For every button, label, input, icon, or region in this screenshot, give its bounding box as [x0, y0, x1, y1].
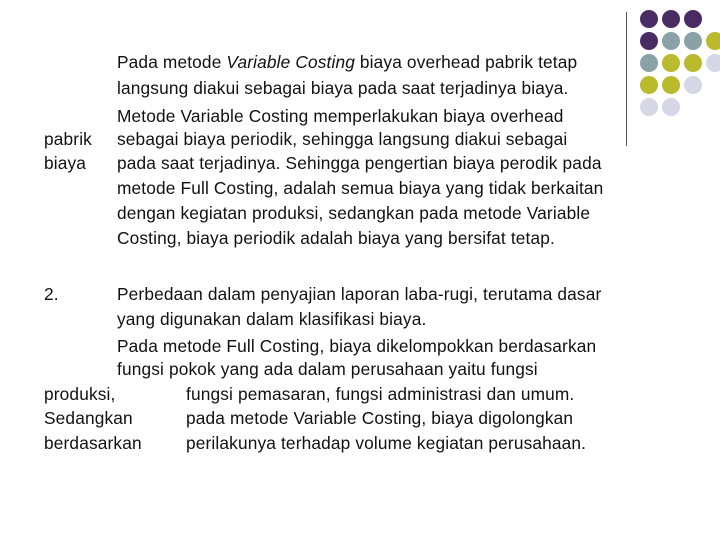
decorative-dot [662, 32, 680, 50]
decorative-dot [640, 54, 658, 72]
s1-line-8: Costing, biaya periodik adalah biaya yang bersifat tetap. [117, 228, 555, 248]
decorative-dot [662, 54, 680, 72]
decorative-dot [662, 10, 680, 28]
s1-line-5: pada saat terjadinya. Sehingga pengertian biaya perodik pada [117, 153, 602, 173]
s2-line-4: fungsi pokok yang ada dalam perusahaan yaitu fungsi [117, 359, 538, 379]
s2-line-6-lead: Sedangkan [44, 408, 133, 428]
s2-line-5: fungsi pemasaran, fungsi administrasi dan umum. [186, 384, 575, 404]
decorative-vertical-line [626, 12, 627, 146]
decorative-dot [684, 32, 702, 50]
s1-line-4: sebagai biaya periodik, sehingga langsung diakui sebagai [117, 129, 568, 149]
s1-line-2: langsung diakui sebagai biaya pada saat terjadinya biaya. [117, 78, 569, 98]
decorative-dot [706, 54, 720, 72]
decorative-dot [706, 32, 720, 50]
decorative-dot [684, 10, 702, 28]
decorative-dot [640, 10, 658, 28]
decorative-dot [684, 54, 702, 72]
s2-line-5-lead: produksi, [44, 384, 116, 404]
s2-line-1: Perbedaan dalam penyajian laporan laba-rugi, terutama dasar [117, 284, 602, 304]
decorative-dot [684, 76, 702, 94]
decorative-dot [640, 98, 658, 116]
s2-line-6: pada metode Variable Costing, biaya digolongkan [186, 408, 574, 428]
s1-line-1-post: biaya overhead pabrik tetap [354, 52, 578, 72]
decorative-dot [662, 76, 680, 94]
s1-line-1-pre: Pada metode [117, 52, 227, 72]
s2-line-2: yang digunakan dalam klasifikasi biaya. [117, 309, 427, 329]
decorative-dot [662, 98, 680, 116]
s1-line-3: Metode Variable Costing memperlakukan biaya overhead [117, 106, 564, 126]
s1-line-6: metode Full Costing, adalah semua biaya yang tidak berkaitan [117, 178, 604, 198]
s1-line-4-lead: pabrik [44, 129, 92, 149]
s2-line-7-lead: berdasarkan [44, 433, 142, 453]
s2-number: 2. [44, 284, 59, 304]
s2-line-3: Pada metode Full Costing, biaya dikelompokkan berdasarkan [117, 336, 597, 356]
decorative-dot [640, 32, 658, 50]
decorative-dot [640, 76, 658, 94]
s1-line-5-lead: biaya [44, 153, 87, 173]
s1-line-7: dengan kegiatan produksi, sedangkan pada metode Variable [117, 203, 591, 223]
s1-line-1-emphasis: Variable Costing [226, 52, 355, 72]
s2-line-7: perilakunya terhadap volume kegiatan perusahaan. [186, 433, 587, 453]
s1-line-1 [117, 52, 577, 72]
